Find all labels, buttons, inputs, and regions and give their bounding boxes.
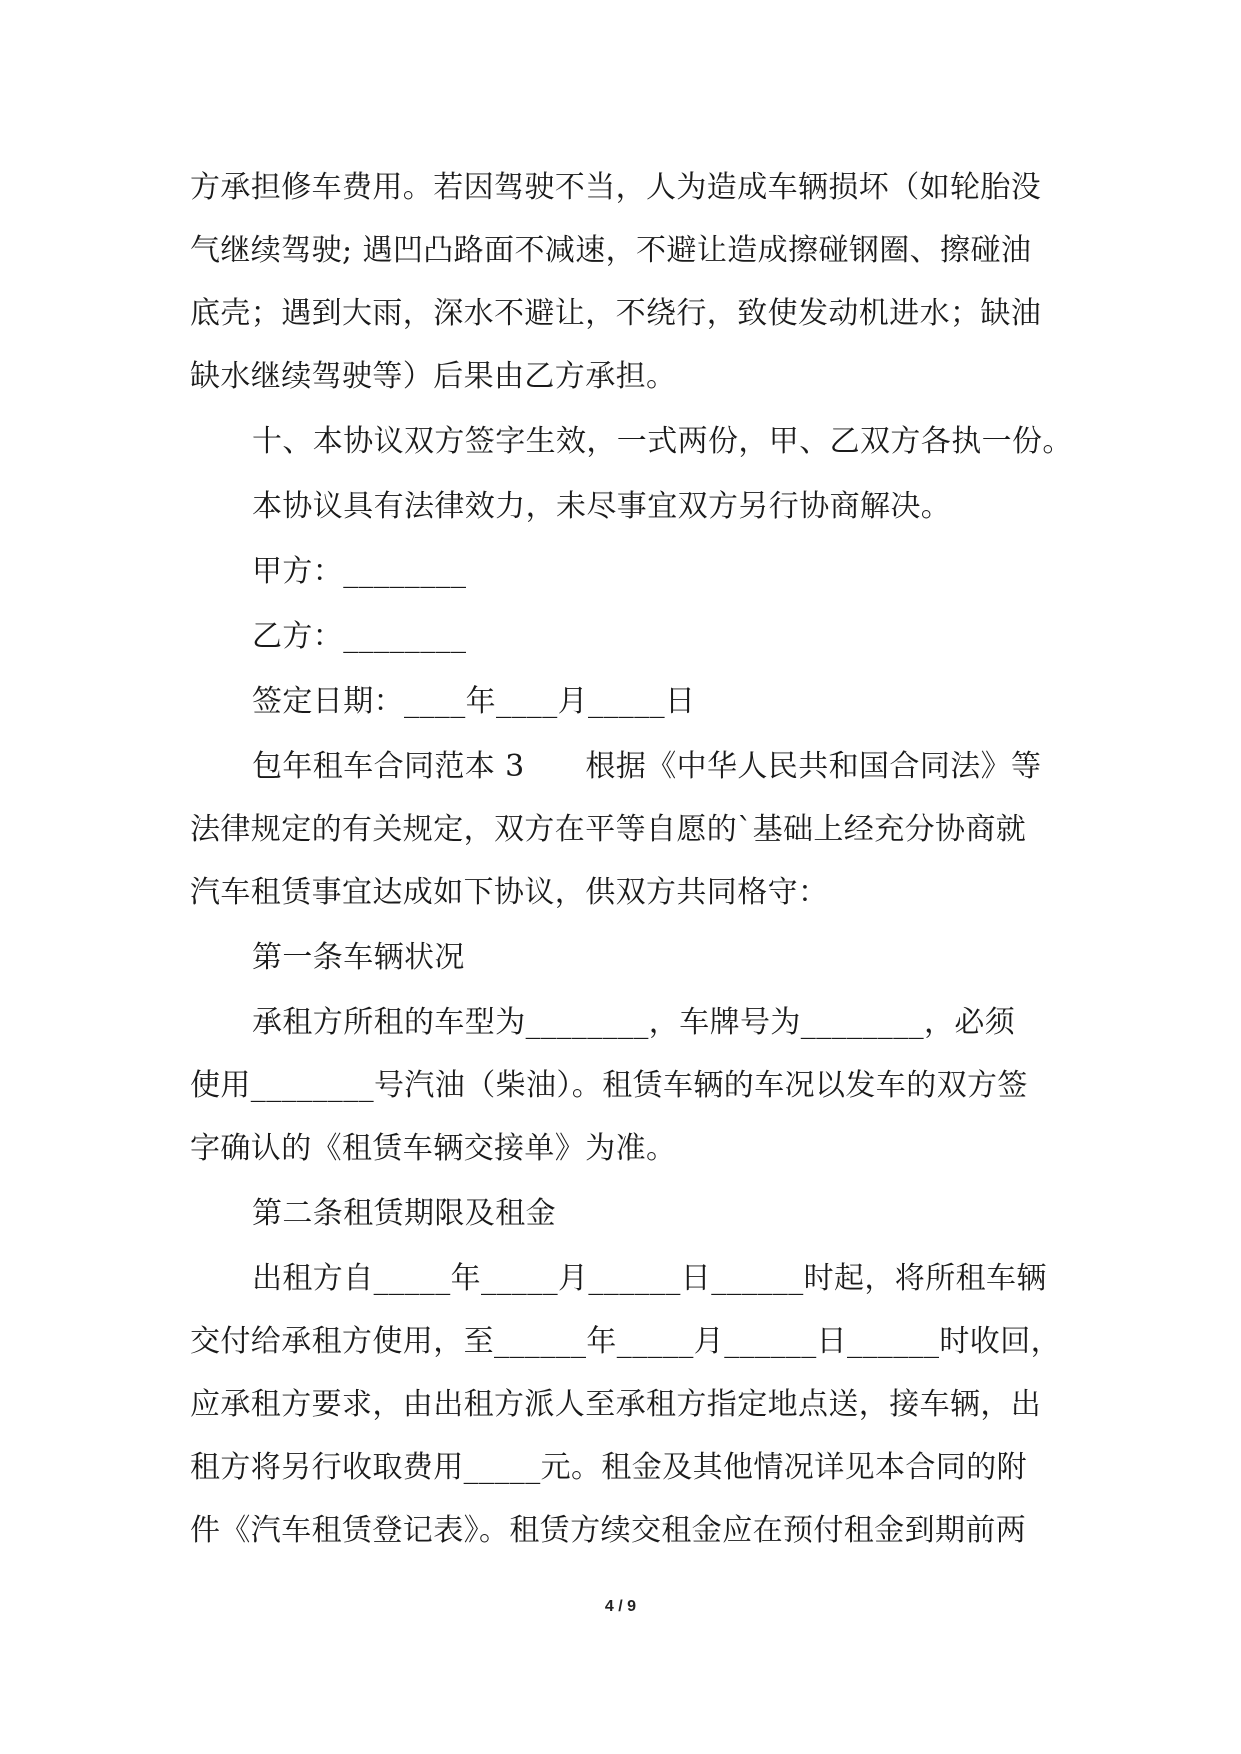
text-line: 交付给承租方使用，至______年_____月______日______时收回， <box>190 1324 1061 1359</box>
text-line: 法律规定的有关规定，双方在平等自愿的`基础上经充分协商就 <box>190 812 1027 847</box>
text-line: 本协议具有法律效力，未尽事宜双方另行协商解决。 <box>252 489 952 524</box>
text-line: 包年租车合同范本 3 根据《中华人民共和国合同法》等 <box>252 749 1042 784</box>
party-a-signature-line: 甲方：________ <box>252 554 467 589</box>
text-line: 字确认的《租赁车辆交接单》为准。 <box>190 1131 677 1166</box>
text-line: 气继续驾驶; 遇凹凸路面不减速，不避让造成擦碰钢圈、擦碰油 <box>190 233 1032 268</box>
text-line: 方承担修车费用。若因驾驶不当，人为造成车辆损坏（如轮胎没 <box>190 170 1042 205</box>
text-line: 承租方所租的车型为________，车牌号为________，必须 <box>252 1005 1016 1040</box>
signing-date-line: 签定日期：____年____月_____日 <box>252 684 696 719</box>
text-line: 件《汽车租赁登记表》。租赁方续交租金应在预付租金到期前两 <box>190 1513 1027 1548</box>
text-line: 使用________号汽油（柴油）。租赁车辆的车况以发车的双方签 <box>190 1068 1028 1103</box>
text-line: 底壳；遇到大雨，深水不避让，不绕行，致使发动机进水；缺油 <box>190 296 1042 331</box>
text-line: 租方将另行收取费用_____元。租金及其他情况详见本合同的附 <box>190 1450 1027 1485</box>
text-line: 十、本协议双方签字生效，一式两份，甲、乙双方各执一份。 <box>252 424 1073 459</box>
party-b-signature-line: 乙方：________ <box>252 619 467 654</box>
text-line: 应承租方要求，由出租方派人至承租方指定地点送，接车辆，出 <box>190 1387 1042 1422</box>
text-line: 出租方自_____年_____月______日______时起，将所租车辆 <box>252 1261 1047 1296</box>
section-heading: 第一条车辆状况 <box>252 940 465 975</box>
page-number: 4 / 9 <box>604 1598 637 1615</box>
text-line: 缺水继续驾驶等）后果由乙方承担。 <box>190 359 677 394</box>
section-heading: 第二条租赁期限及租金 <box>252 1196 556 1231</box>
text-line: 汽车租赁事宜达成如下协议，供双方共同格守： <box>190 875 829 910</box>
